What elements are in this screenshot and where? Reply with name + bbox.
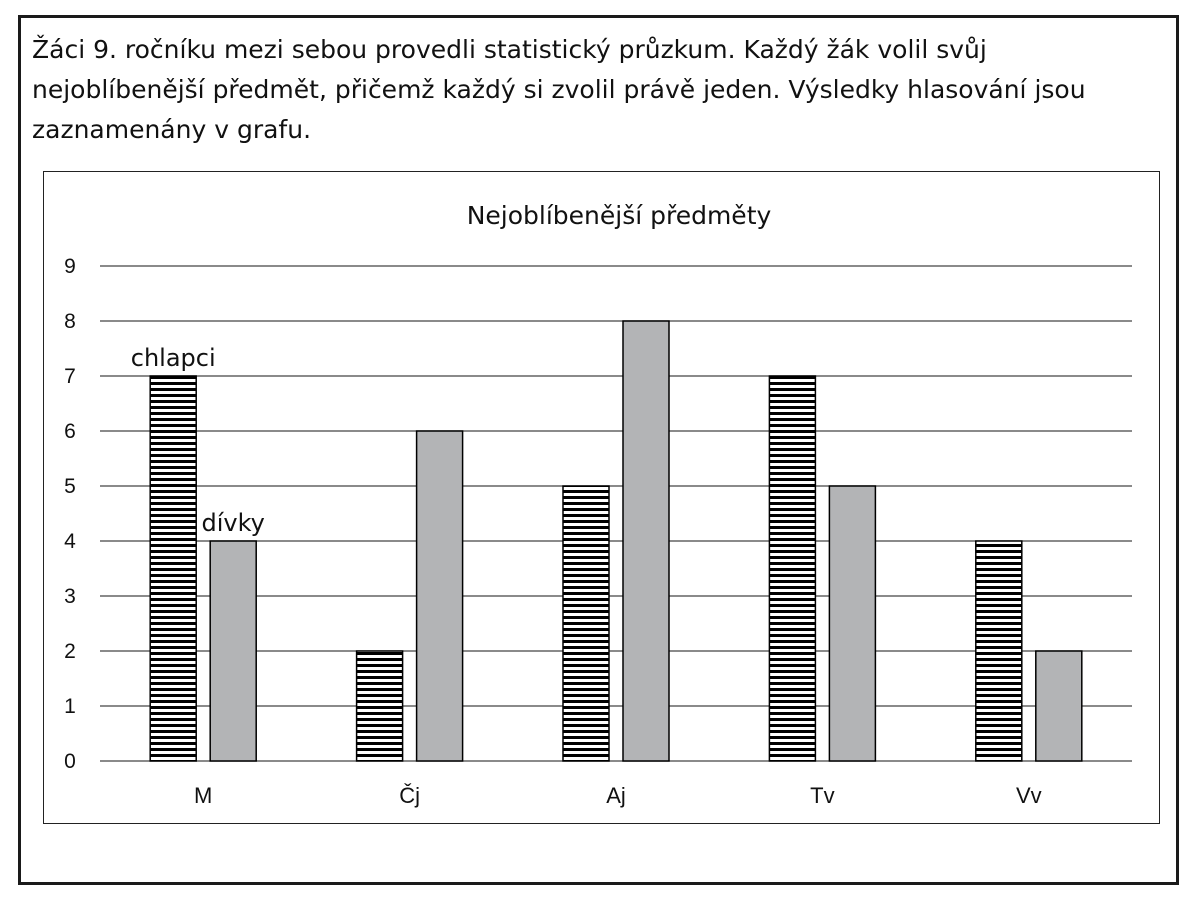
- bar-dívky-Čj: [417, 431, 463, 761]
- bar-chlapci-Tv: [769, 376, 815, 761]
- bar-chlapci-Aj: [563, 486, 609, 761]
- y-axis-ticks: [64, 255, 76, 773]
- x-category-label: Vv: [1015, 783, 1042, 808]
- chart-title: Nejoblíbenější předměty: [466, 201, 772, 230]
- series-label-chlapci: chlapci: [130, 344, 216, 372]
- bar-dívky-Vv: [1036, 651, 1082, 761]
- y-tick-label: 7: [64, 365, 76, 388]
- x-axis-categories: [194, 783, 1042, 808]
- y-tick-label: 5: [64, 475, 76, 498]
- y-tick-label: 8: [64, 310, 76, 333]
- bar-dívky-Aj: [623, 321, 669, 761]
- intro-text: Žáci 9. ročníku mezi sebou provedli statistický průzkum. Každý žák volil svůj nejoblíbenější předmět, přičemž každý si zvolil právě jeden. Výsledky hlasování jsou zaznamenány v grafu.: [32, 35, 1086, 144]
- series-label-dívky: dívky: [201, 509, 265, 537]
- bar-dívky-Tv: [829, 486, 875, 761]
- chart-container: [43, 171, 1160, 824]
- y-tick-label: 4: [64, 530, 76, 553]
- x-category-label: Čj: [399, 783, 420, 808]
- x-category-label: M: [194, 783, 213, 808]
- x-category-label: Aj: [606, 783, 626, 808]
- bar-chlapci-M: [150, 376, 196, 761]
- bar-chlapci-Vv: [976, 541, 1022, 761]
- bar-chlapci-Čj: [357, 651, 403, 761]
- y-tick-label: 3: [64, 585, 76, 608]
- y-tick-label: 6: [64, 420, 76, 443]
- bar-chart: [44, 172, 1161, 825]
- x-category-label: Tv: [810, 783, 835, 808]
- y-tick-label: 2: [64, 640, 76, 663]
- y-tick-label: 1: [64, 695, 76, 718]
- y-tick-label: 0: [64, 750, 76, 773]
- y-tick-label: 9: [64, 255, 76, 278]
- bar-dívky-M: [210, 541, 256, 761]
